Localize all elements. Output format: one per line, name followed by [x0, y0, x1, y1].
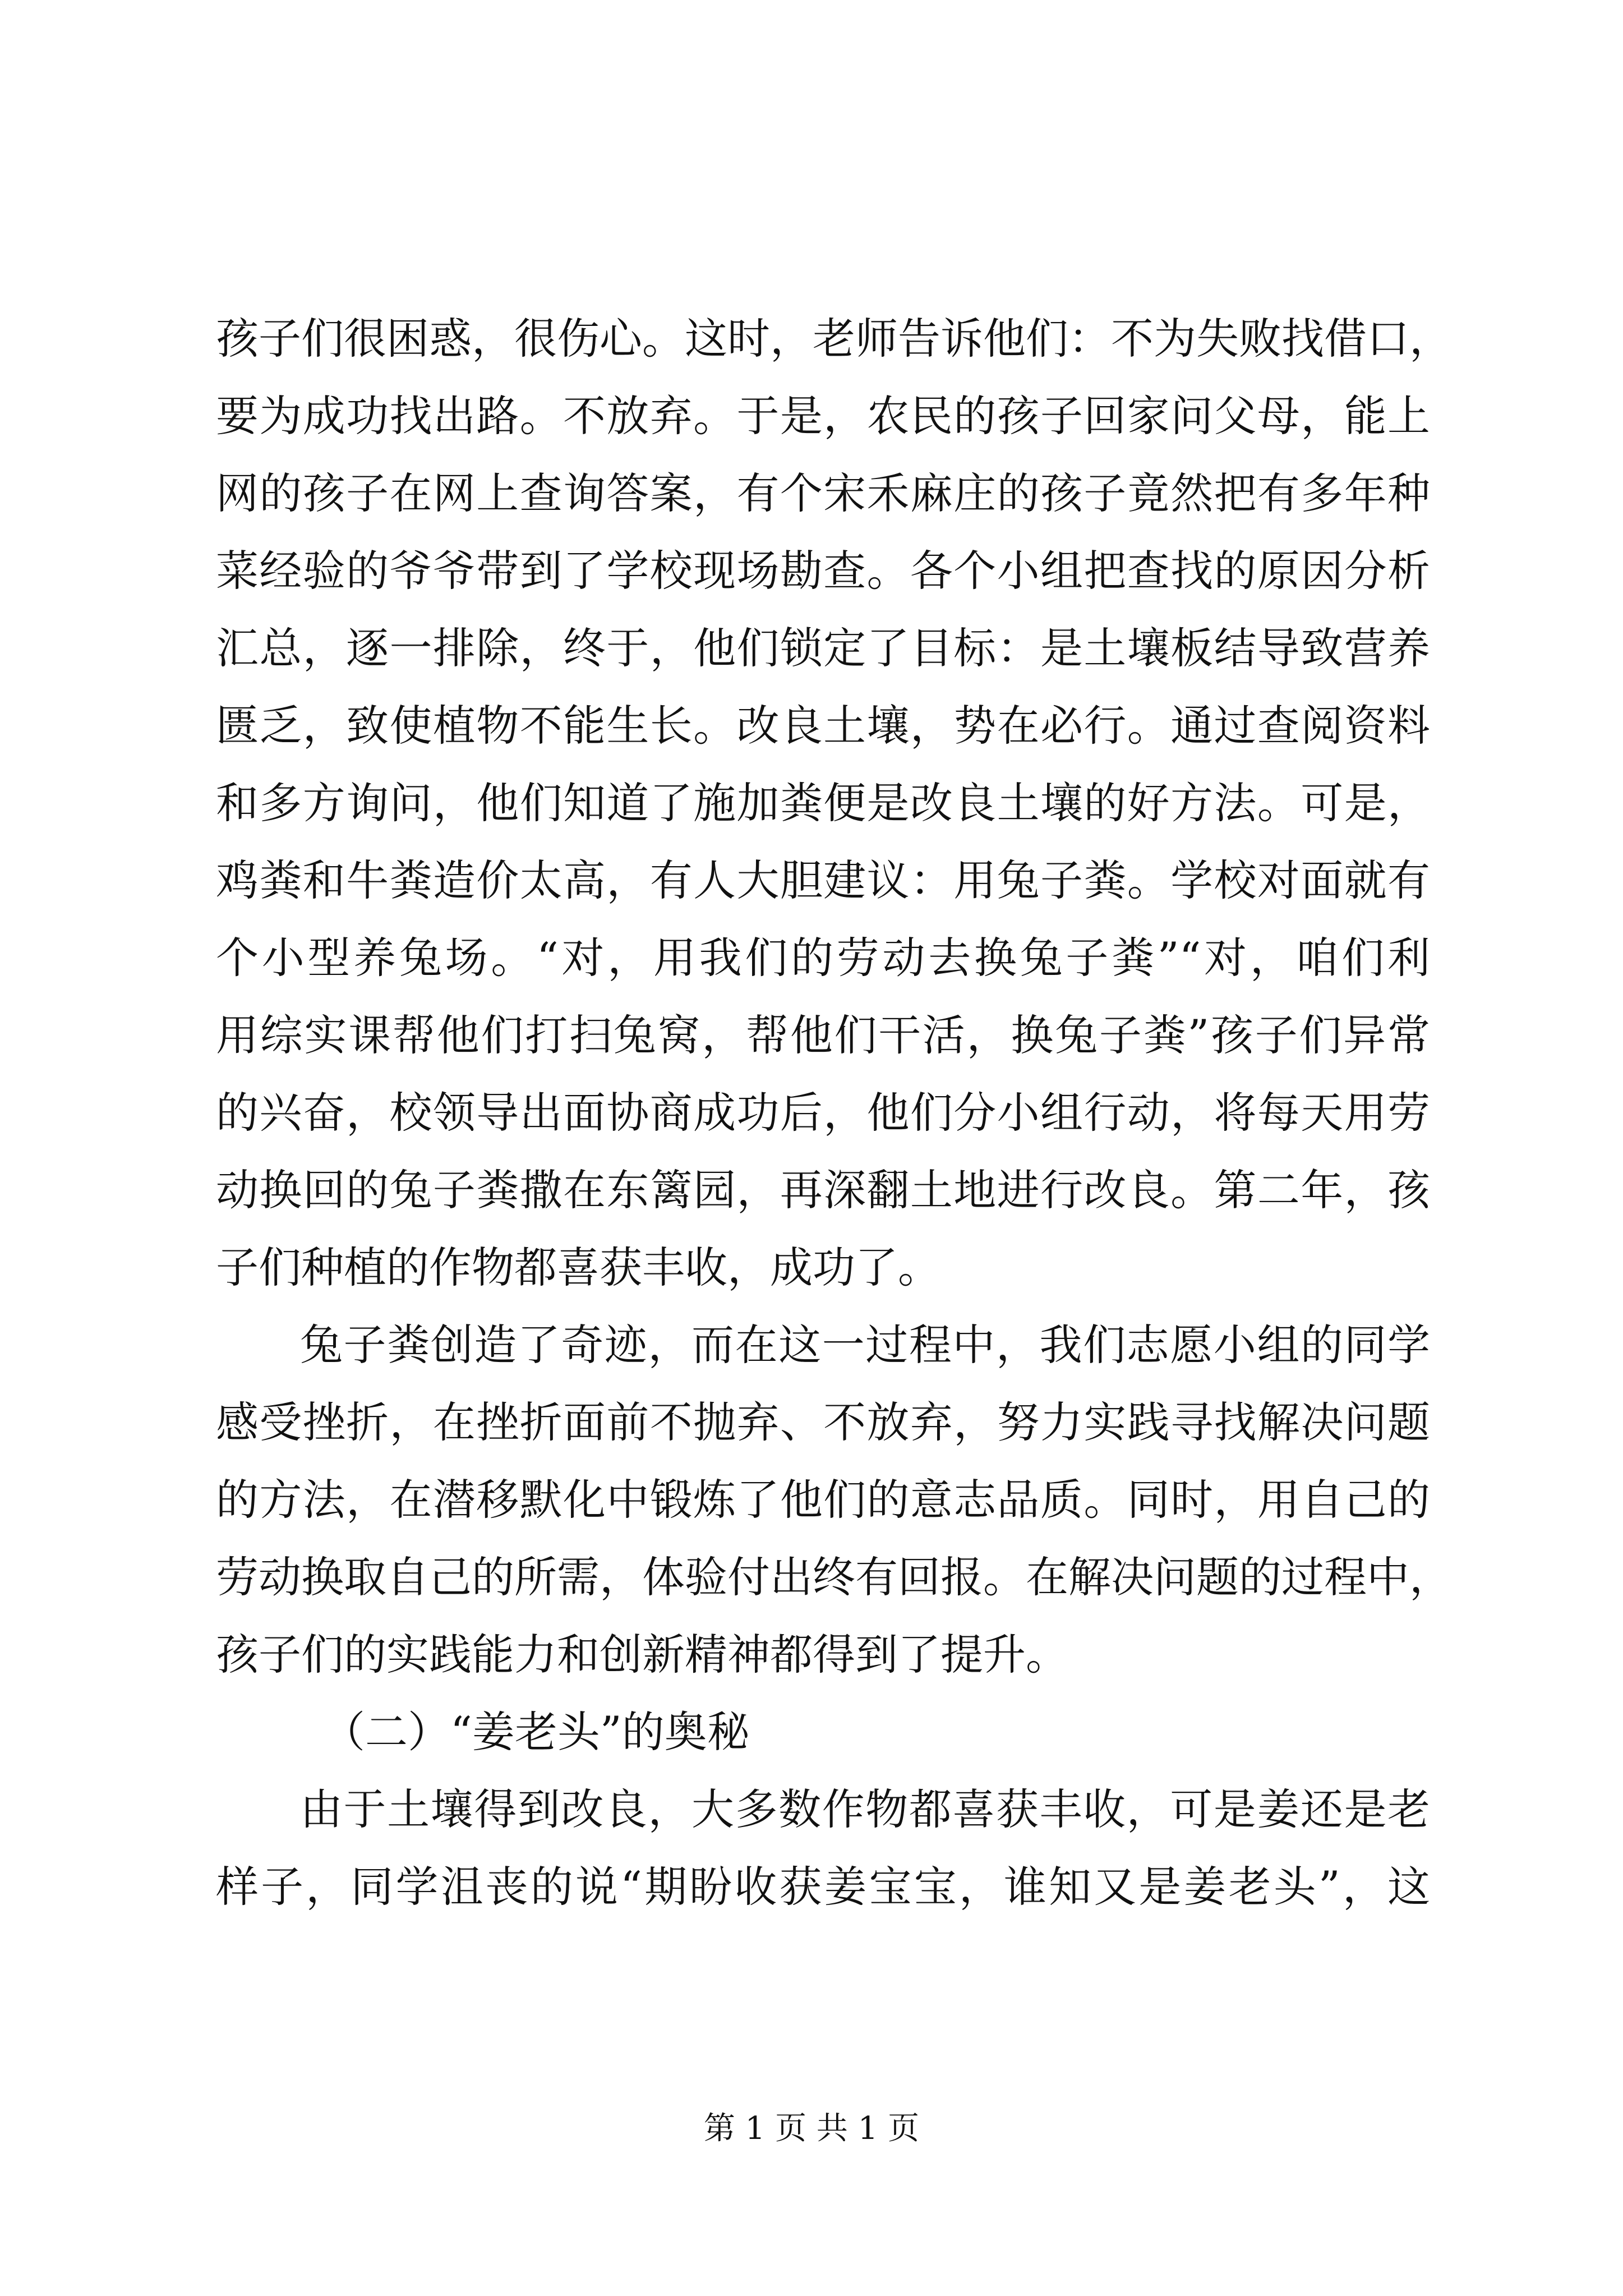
- text-line: 动换回的兔子粪撒在东篱园，再深翻土地进行改良。第二年，孩: [216, 1165, 1430, 1215]
- section-heading: （二）“姜老头”的奥秘: [322, 1707, 750, 1757]
- text-line: 菜经验的爷爷带到了学校现场勘查。各个小组把查找的原因分析: [216, 546, 1430, 596]
- text-line: 个小型养兔场。“对，用我们的劳动去换兔子粪”“对，咱们利: [216, 933, 1430, 983]
- text-line: 的兴奋，校领导出面协商成功后，他们分小组行动，将每天用劳: [216, 1088, 1430, 1138]
- text-line: 孩子们很困惑，很伤心。这时，老师告诉他们：不为失败找借口，: [216, 314, 1452, 364]
- text-line: 汇总，逐一排除，终于，他们锁定了目标：是土壤板结导致营养: [216, 623, 1430, 673]
- text-line: 劳动换取自己的所需，体验付出终有回报。在解决问题的过程中，: [216, 1552, 1452, 1602]
- document-body: [216, 300, 1452, 1926]
- text-line: 孩子们的实践能力和创新精神都得到了提升。: [216, 1630, 1068, 1680]
- paragraph-first-line: 兔子粪创造了奇迹，而在这一过程中，我们志愿小组的同学: [300, 1320, 1430, 1370]
- text-line: 和多方询问，他们知道了施加粪便是改良土壤的好方法。可是，: [216, 778, 1430, 828]
- text-line: 匮乏，致使植物不能生长。改良土壤，势在必行。通过查阅资料: [216, 701, 1430, 751]
- text-line: 样子，同学沮丧的说“期盼收获姜宝宝，谁知又是姜老头”，这: [216, 1862, 1430, 1912]
- paragraph-first-line: 由于土壤得到改良，大多数作物都喜获丰收，可是姜还是老: [300, 1784, 1430, 1834]
- text-line: 的方法，在潜移默化中锻炼了他们的意志品质。同时，用自己的: [216, 1475, 1430, 1525]
- text-line: 鸡粪和牛粪造价太高，有人大胆建议：用兔子粪。学校对面就有: [216, 855, 1430, 905]
- text-line: 感受挫折，在挫折面前不抛弃、不放弃，努力实践寻找解决问题: [216, 1397, 1430, 1447]
- text-line: 用综实课帮他们打扫兔窝，帮他们干活，换兔子粪”孩子们异常: [216, 1010, 1430, 1060]
- page-number-footer: 第 1 页 共 1 页: [703, 2110, 920, 2147]
- text-line: 网的孩子在网上查询答案，有个宋禾麻庄的孩子竟然把有多年种: [216, 468, 1430, 518]
- text-line: 子们种植的作物都喜获丰收，成功了。: [216, 1243, 940, 1292]
- text-line: 要为成功找出路。不放弃。于是，农民的孩子回家问父母，能上: [216, 391, 1430, 441]
